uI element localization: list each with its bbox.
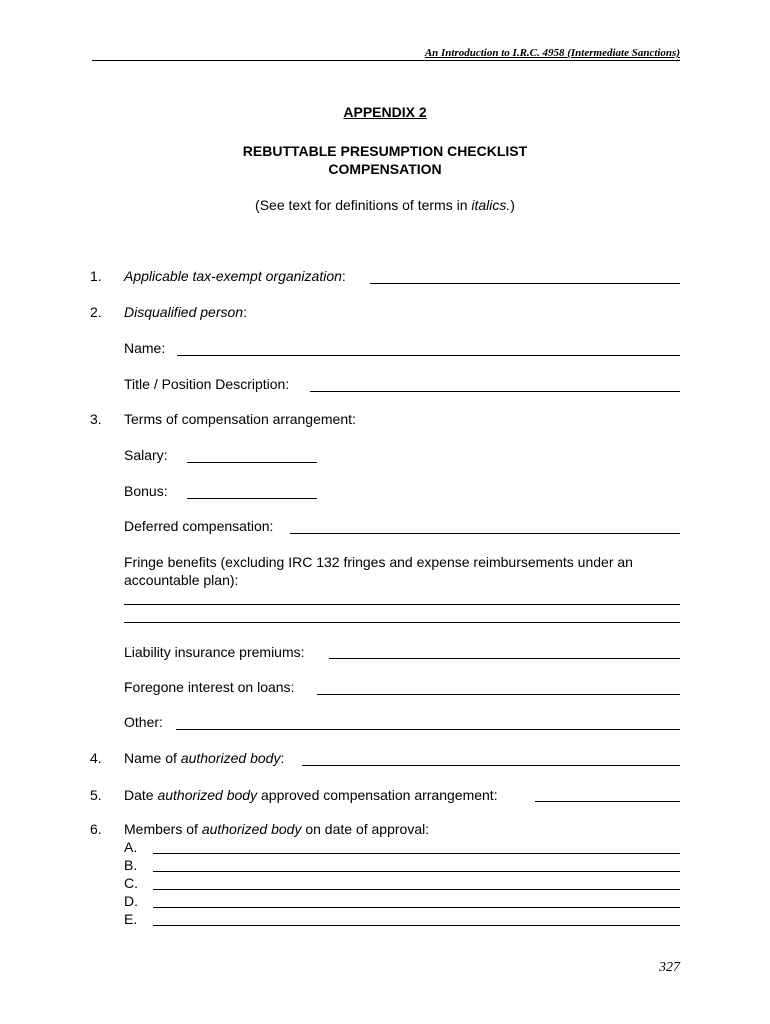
item-6-number: 6. xyxy=(90,821,102,837)
item-6-post: on date of approval: xyxy=(301,821,430,837)
liability-label: Liability insurance premiums: xyxy=(124,644,305,660)
member-e-field[interactable] xyxy=(153,925,680,926)
item-2-label-text: Disqualified person xyxy=(124,304,244,320)
member-e-label: E. xyxy=(124,911,138,927)
member-a-field[interactable] xyxy=(153,853,680,854)
bonus-field[interactable] xyxy=(187,498,317,499)
item-6-italic: authorized body xyxy=(201,821,302,837)
item-5-number: 5. xyxy=(90,787,102,803)
item-5-pre: Date xyxy=(124,787,158,803)
note-italic: italics. xyxy=(471,197,511,213)
bonus-label: Bonus: xyxy=(124,483,168,499)
deferred-field[interactable] xyxy=(290,533,680,534)
title-line-2: COMPENSATION xyxy=(328,161,442,177)
item-5-italic: authorized body xyxy=(157,787,258,803)
member-c-field[interactable] xyxy=(153,889,680,890)
member-d-field[interactable] xyxy=(153,907,680,908)
other-field[interactable] xyxy=(176,729,680,730)
fringe-field-2[interactable] xyxy=(124,622,680,623)
fringe-label-line-1: Fringe benefits (excluding IRC 132 fringes and expense reimbursements under an xyxy=(124,554,633,570)
item-4-pre: Name of xyxy=(124,750,181,766)
foregone-label: Foregone interest on loans: xyxy=(124,679,295,695)
item-4-label xyxy=(124,750,284,766)
fringe-field-1[interactable] xyxy=(124,604,680,605)
member-c-label: C. xyxy=(124,875,138,891)
member-b-field[interactable] xyxy=(153,871,680,872)
name-label: Name: xyxy=(124,340,166,356)
liability-field[interactable] xyxy=(329,658,680,659)
fringe-label-line-2: accountable plan): xyxy=(124,572,239,588)
member-a-label: A. xyxy=(124,839,138,855)
note-text: (See text for definitions of terms in xyxy=(255,197,472,213)
salary-label: Salary: xyxy=(124,447,168,463)
item-5-label xyxy=(124,787,498,803)
item-4-post: : xyxy=(280,750,285,766)
name-field[interactable] xyxy=(177,355,680,356)
item-6-pre: Members of xyxy=(124,821,202,837)
item-3-label: Terms of compensation arrangement: xyxy=(124,411,356,427)
running-head: An Introduction to I.R.C. 4958 (Intermediate Sanctions) xyxy=(92,46,680,61)
item-1-label-text: Applicable tax-exempt organization xyxy=(124,268,342,284)
item-2-label xyxy=(124,304,247,320)
authorized-body-field[interactable] xyxy=(302,765,680,766)
member-d-label: D. xyxy=(124,893,138,909)
member-b-label: B. xyxy=(124,857,138,873)
definitions-note xyxy=(0,197,770,213)
item-2-number: 2. xyxy=(90,304,102,320)
title-line-1: REBUTTABLE PRESUMPTION CHECKLIST xyxy=(242,143,528,159)
colon: : xyxy=(341,268,346,284)
colon: : xyxy=(243,304,247,320)
foregone-field[interactable] xyxy=(317,694,680,695)
item-1-number: 1. xyxy=(90,268,102,284)
approval-date-field[interactable] xyxy=(535,801,680,802)
item-5-post: approved compensation arrangement: xyxy=(257,787,498,803)
note-close: ) xyxy=(510,197,515,213)
deferred-label: Deferred compensation: xyxy=(124,518,274,534)
item-4-number: 4. xyxy=(90,750,102,766)
item-6-label xyxy=(124,821,429,837)
org-field[interactable] xyxy=(370,283,680,284)
page-number: 327 xyxy=(659,960,680,975)
salary-field[interactable] xyxy=(187,462,317,463)
appendix-heading: APPENDIX 2 xyxy=(343,104,427,120)
item-1-label xyxy=(124,268,346,284)
title-position-field[interactable] xyxy=(310,391,680,392)
other-label: Other: xyxy=(124,714,163,730)
title-position-label: Title / Position Description: xyxy=(124,376,290,392)
item-4-italic: authorized body xyxy=(180,750,281,766)
item-3-number: 3. xyxy=(90,411,102,427)
